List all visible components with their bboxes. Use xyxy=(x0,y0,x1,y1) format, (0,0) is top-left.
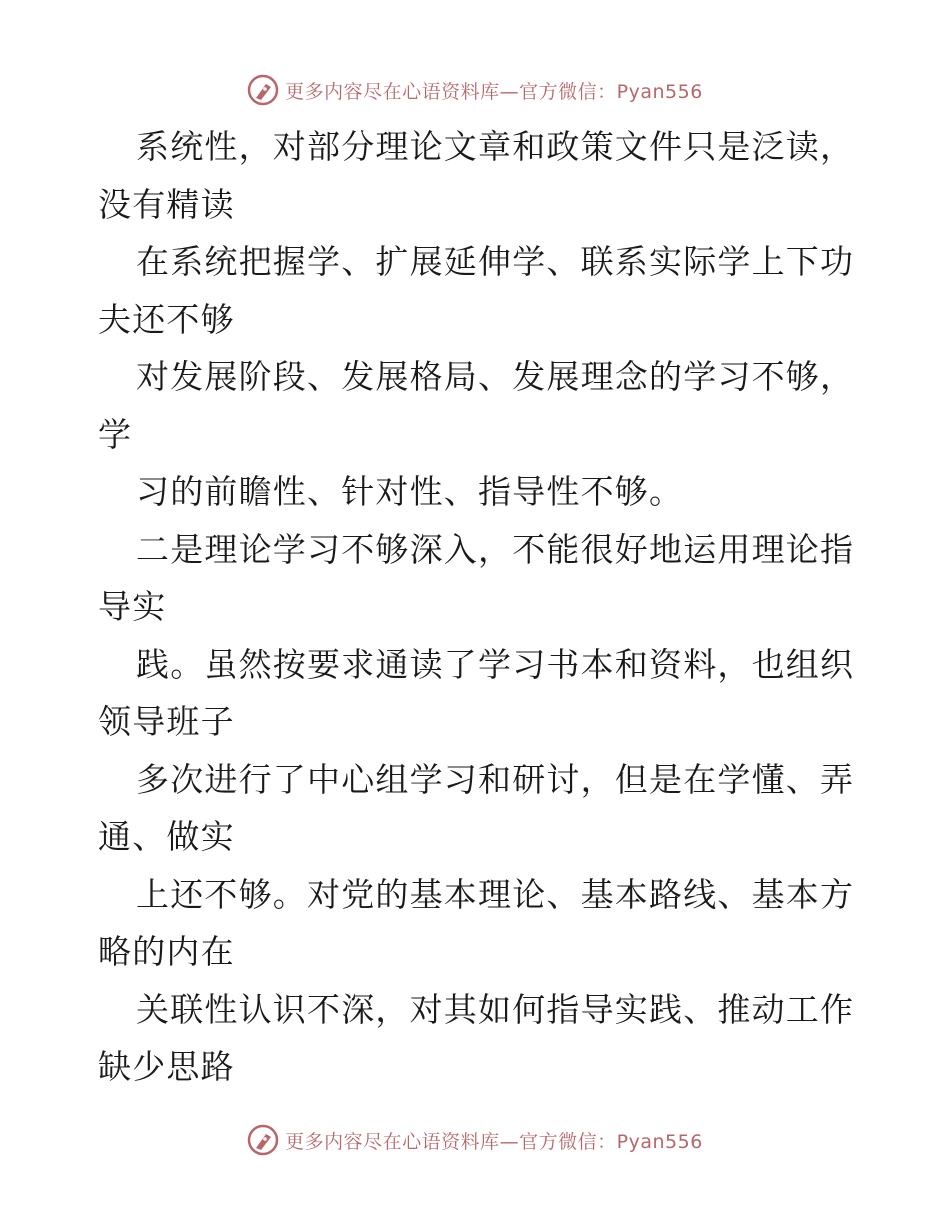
text-line: 践。虽然按要求通读了学习书本和资料，也组织 xyxy=(136,644,855,684)
text-line: 导实 xyxy=(98,587,167,626)
pen-nib-icon xyxy=(247,1124,279,1156)
text-line: 缺少思路 xyxy=(98,1047,235,1086)
text-line: 上还不够。对党的基本理论、基本路线、基本方 xyxy=(136,874,855,914)
text-line: 没有精读 xyxy=(98,184,235,224)
text-line: 多次进行了中心组学习和研讨，但是在学懂、弄 xyxy=(136,759,855,799)
text-line: 学 xyxy=(98,414,133,454)
text-line: 对发展阶段、发展格局、发展理念的学习不够， xyxy=(136,357,855,396)
banner-text: 更多内容尽在心语资料库—官方微信：Pyan556 xyxy=(285,80,703,103)
text-line: 领导班子 xyxy=(98,702,235,741)
text-line: 关联性认识不深，对其如何指导实践、推动工作 xyxy=(136,989,855,1029)
footer-banner xyxy=(0,1120,950,1160)
text-line: 夫还不够 xyxy=(98,299,235,339)
text-line: 通、做实 xyxy=(98,817,235,856)
document-body xyxy=(98,118,858,1096)
header-banner xyxy=(0,70,950,110)
text-line: 习的前瞻性、针对性、指导性不够。 xyxy=(136,472,684,511)
pen-nib-icon xyxy=(247,74,279,106)
text-line: 系统性，对部分理论文章和政策文件只是泛读， xyxy=(136,127,855,166)
text-line: 二是理论学习不够深入，不能很好地运用理论指 xyxy=(136,529,855,569)
banner-text: 更多内容尽在心语资料库—官方微信：Pyan556 xyxy=(285,1130,703,1153)
text-line: 在系统把握学、扩展延伸学、联系实际学上下功 xyxy=(136,242,855,281)
text-line: 略的内在 xyxy=(98,932,235,971)
